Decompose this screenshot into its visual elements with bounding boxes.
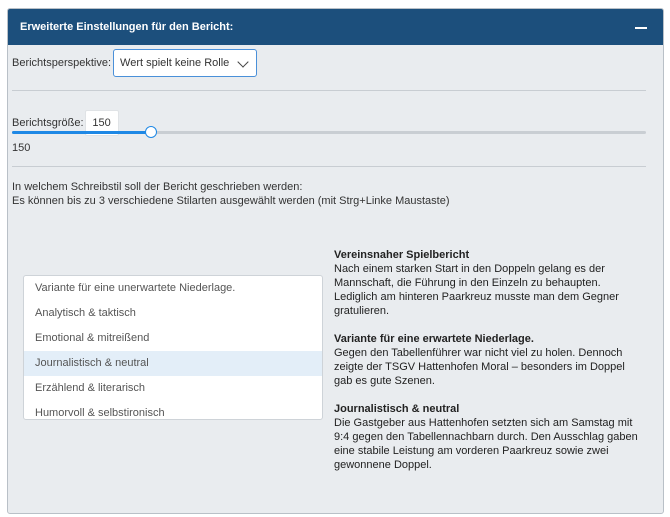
example-block bbox=[334, 332, 639, 388]
list-item[interactable]: Variante für eine unerwartete Niederlage. bbox=[35, 282, 236, 294]
perspective-label: Berichtsperspektive: bbox=[12, 57, 112, 69]
panel-header[interactable] bbox=[8, 9, 663, 45]
style-examples bbox=[334, 248, 639, 486]
slider-fill bbox=[12, 131, 151, 134]
perspective-select[interactable] bbox=[113, 49, 257, 77]
perspective-row bbox=[12, 49, 257, 77]
chevron-down-icon bbox=[237, 56, 248, 67]
example-text: Gegen den Tabellenführer war nicht viel zu holen. Dennoch zeigte der TSGV Hattenhofen Moral – besonders im Doppel gab es gute Szenen. bbox=[334, 347, 625, 387]
size-input[interactable]: 150 bbox=[85, 110, 119, 136]
perspective-selected-value: Wert spielt keine Rolle bbox=[120, 57, 230, 69]
example-text: Nach einem starken Start in den Doppeln gelang es der Mannschaft, die Führung in den Einzeln zu behaupten. Lediglich am hinteren Paarkreuz musste man dem Gegner gratulieren. bbox=[334, 263, 619, 317]
list-item[interactable]: Erzählend & literarisch bbox=[35, 382, 146, 394]
size-slider[interactable] bbox=[12, 131, 646, 134]
style-listbox[interactable] bbox=[23, 275, 323, 420]
minus-icon[interactable] bbox=[635, 21, 647, 33]
example-block bbox=[334, 248, 639, 318]
style-prompt-line1: In welchem Schreibstil soll der Bericht geschrieben werden: bbox=[12, 181, 303, 193]
list-item[interactable]: Emotional & mitreißend bbox=[35, 332, 150, 344]
example-text: Die Gastgeber aus Hattenhofen setzten sich am Samstag mit 9:4 gegen den Tabellennachbarn durch. Den Ausschlag gaben eine stabile Leistung am vorderen Paarkreuz sowie zwei gewonnene Doppel. bbox=[334, 417, 638, 471]
list-item[interactable]: Analytisch & taktisch bbox=[35, 307, 136, 319]
panel-title: Erweiterte Einstellungen für den Bericht: bbox=[20, 21, 234, 33]
style-prompt-line2: Es können bis zu 3 verschiedene Stilarten ausgewählt werden (mit Strg+Linke Maustaste) bbox=[12, 195, 450, 207]
example-title: Variante für eine erwartete Niederlage. bbox=[334, 333, 534, 345]
style-description bbox=[12, 180, 449, 208]
example-block bbox=[334, 402, 639, 472]
size-label: Berichtsgröße: bbox=[12, 117, 84, 129]
list-item[interactable]: Humorvoll & selbstironisch bbox=[35, 407, 165, 419]
divider bbox=[12, 166, 646, 167]
divider bbox=[12, 90, 646, 91]
size-value-display: 150 bbox=[12, 142, 31, 154]
example-title: Vereinsnaher Spielbericht bbox=[334, 249, 470, 261]
example-title: Journalistisch & neutral bbox=[334, 403, 460, 415]
list-item[interactable]: Journalistisch & neutral bbox=[24, 351, 322, 376]
